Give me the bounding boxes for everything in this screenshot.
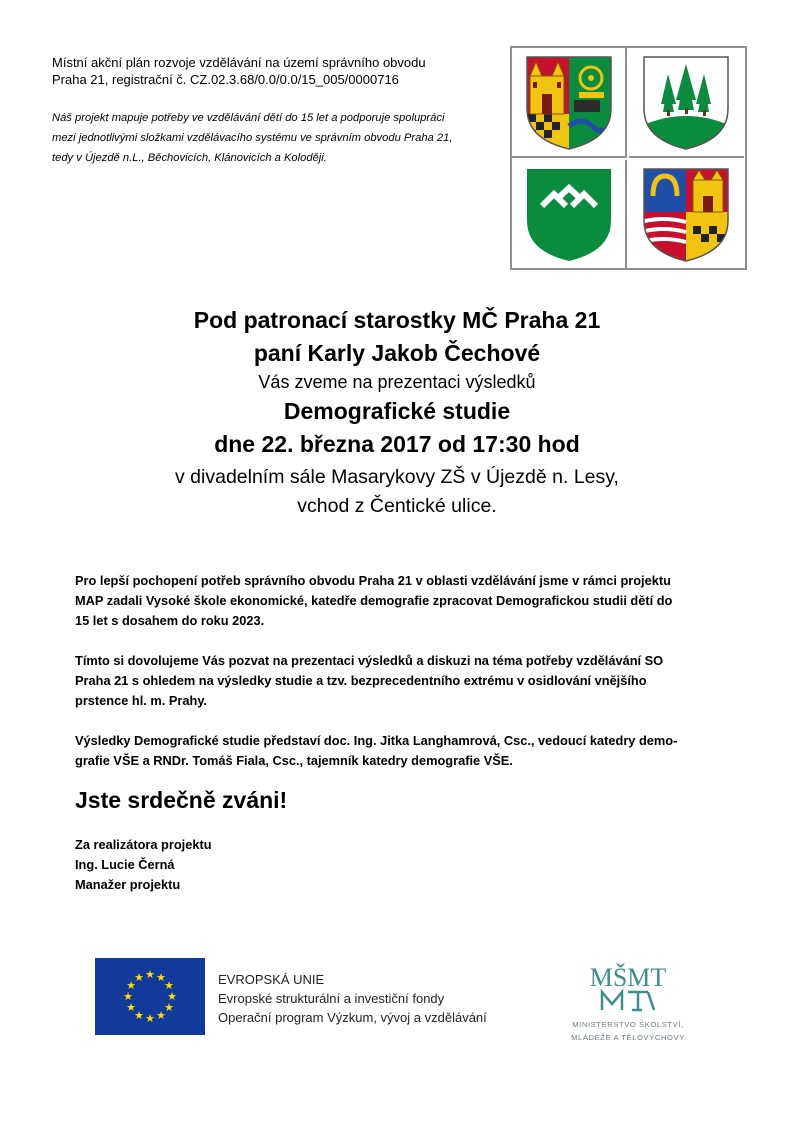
crest-kolodeje-icon — [524, 166, 614, 264]
invite-line: Vás zveme na prezentaci výsledků — [258, 372, 536, 392]
crest-ujezd — [512, 48, 627, 158]
eu-funds: Evropské strukturální a investiční fondy — [218, 991, 445, 1006]
text-line: Praha 21 s ohledem na výsledky studie a tzv. bezprecedentního extrému v osidlování vnějšího — [75, 673, 647, 688]
msmt-name-line-1: MINISTERSTVO ŠKOLSTVÍ, — [572, 1020, 684, 1029]
svg-text:★: ★ — [126, 979, 136, 992]
project-header — [52, 54, 492, 168]
invitation-block — [0, 304, 794, 521]
svg-text:★: ★ — [123, 990, 133, 1003]
text-line: Pro lepší pochopení potřeb správního obvodu Praha 21 v oblasti vzdělávání jsme v rámci projektu — [75, 573, 671, 588]
eu-programme: Operační program Výzkum, vývoj a vzdělávání — [218, 1010, 487, 1025]
crest-koloděje — [512, 160, 627, 270]
intro-line: Náš projekt mapuje potřeby ve vzdělávání dětí do 15 let a podporuje spolupráci — [52, 112, 445, 124]
paragraph-presenters — [75, 731, 735, 771]
welcome-heading: Jste srdečně zváni! — [75, 787, 288, 813]
patronage-line-1: Pod patronací starostky MČ Praha 21 — [193, 307, 601, 333]
eu-funding-text — [218, 970, 487, 1027]
eu-stars-icon — [95, 958, 205, 1035]
eu-flag-icon — [95, 958, 205, 1035]
text-line: prstence hl. m. Prahy. — [75, 693, 208, 708]
text-line: Tímto si dovolujeme Vás pozvat na prezentaci výsledků a diskuzi na téma potřeby vzdělávání SO — [75, 653, 664, 668]
crest-klanovice — [629, 48, 744, 158]
msmt-logo — [548, 960, 708, 1043]
project-line-2: Praha 21, registrační č. CZ.02.3.68/0.0/0.0/15_005/0000716 — [52, 72, 399, 87]
text-line: MAP zadali Vysoké škole ekonomické, katedře demografie zpracovat Demografickou studii dětí do — [75, 593, 673, 608]
crest-bechovice-icon — [641, 166, 731, 264]
event-date: dne 22. března 2017 od 17:30 hod — [214, 431, 580, 457]
signature-role: Manažer projektu — [75, 877, 181, 892]
signature-block — [75, 835, 212, 895]
svg-text:★: ★ — [167, 990, 177, 1003]
crest-bechovice — [629, 160, 744, 270]
venue-line-2: vchod z Čentické ulice. — [297, 495, 497, 517]
crest-grid — [510, 46, 747, 270]
signature-line: Za realizátora projektu — [75, 837, 212, 852]
project-line-1: Místní akční plán rozvoje vzdělávání na území správního obvodu — [52, 55, 426, 70]
msmt-name-line-2: MLÁDEŽE A TĚLOVÝCHOVY — [571, 1033, 685, 1042]
msmt-letters-top: MŠMT — [589, 963, 667, 992]
text-line: grafie VŠE a RNDr. Tomáš Fiala, Csc., tajemník katedry demografie VŠE. — [75, 753, 513, 768]
signature-name: Ing. Lucie Černá — [75, 857, 175, 872]
body-text — [75, 571, 735, 791]
svg-text:★: ★ — [134, 971, 144, 984]
intro-line: mezi jednotlivými složkami vzdělávacího systému ve správním obvodu Praha 21, — [52, 132, 453, 144]
intro-line: tedy v Újezdě n.L., Běchovicích, Klánovicích a Koloději. — [52, 152, 327, 164]
patronage-line-2: paní Karly Jakob Čechové — [253, 340, 541, 366]
project-intro — [52, 108, 492, 168]
text-line: 15 let s dosahem do roku 2023. — [75, 613, 265, 628]
eu-title: EVROPSKÁ UNIE — [218, 972, 325, 987]
text-line: Výsledky Demografické studie představí doc. Ing. Jitka Langhamrová, Csc., vedoucí katedry demo- — [75, 733, 678, 748]
svg-text:★: ★ — [164, 1001, 174, 1014]
svg-text:★: ★ — [134, 1009, 144, 1022]
svg-text:★: ★ — [156, 1009, 166, 1022]
svg-text:★: ★ — [126, 1001, 136, 1014]
svg-text:★: ★ — [156, 971, 166, 984]
svg-text:★: ★ — [164, 979, 174, 992]
paragraph-invitation — [75, 651, 735, 711]
svg-text:★: ★ — [145, 1012, 155, 1025]
study-title: Demografické studie — [283, 398, 511, 424]
svg-text:★: ★ — [145, 968, 155, 981]
paragraph-study — [75, 571, 735, 631]
venue-line-1: v divadelním sále Masarykovy ZŠ v Újezdě n. Lesy, — [175, 466, 619, 488]
crest-ujezd-icon — [524, 54, 614, 152]
crest-klanovice-icon — [641, 54, 731, 152]
msmt-emblem — [588, 960, 668, 1012]
